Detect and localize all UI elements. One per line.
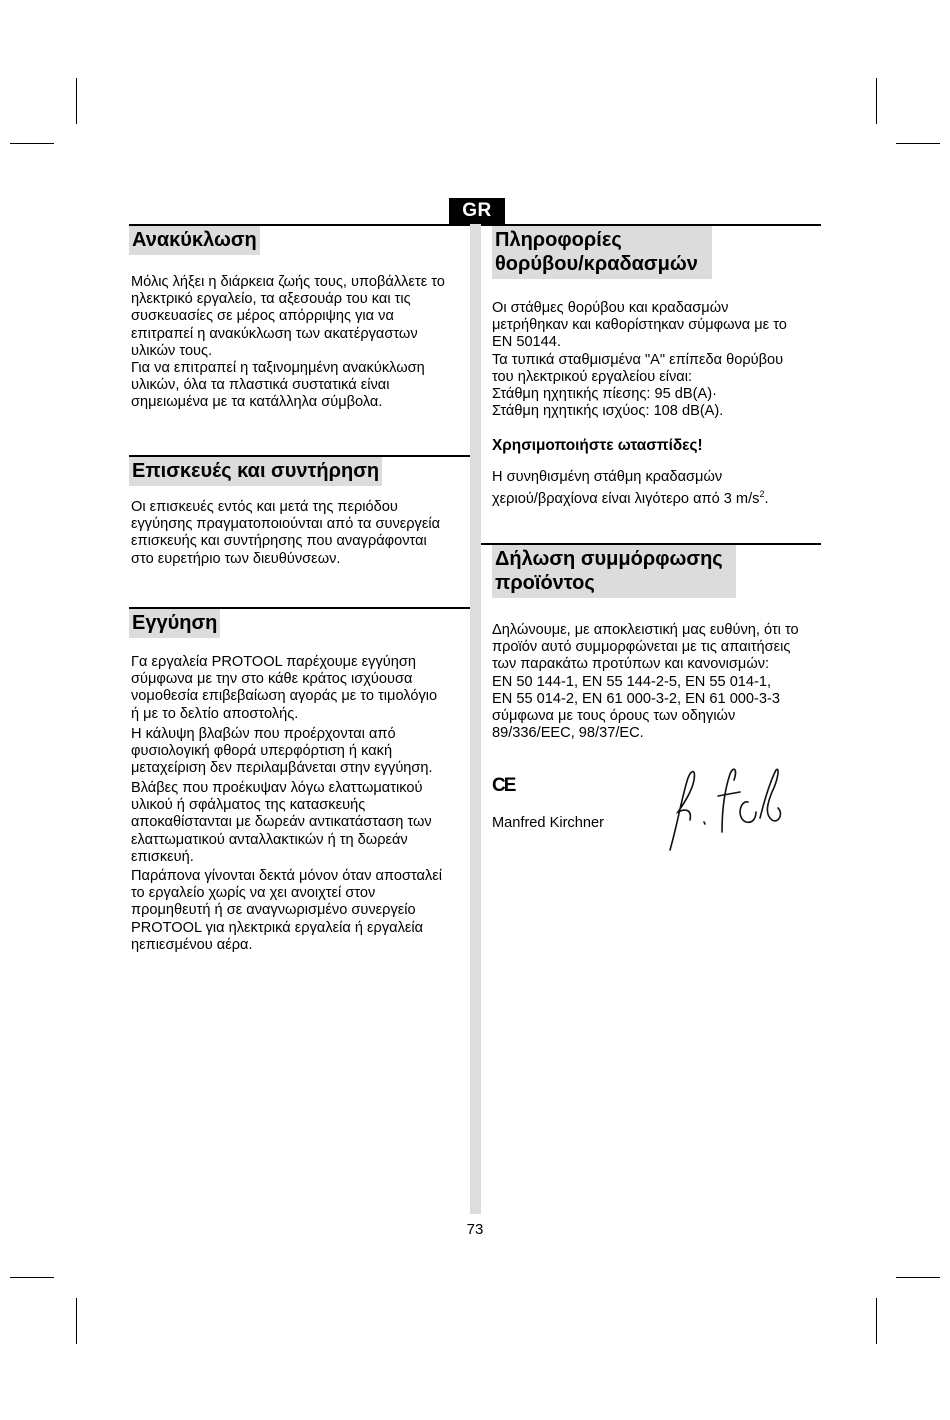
vibration-text bbox=[492, 469, 822, 508]
crop-mark bbox=[76, 78, 77, 124]
crop-mark bbox=[10, 143, 54, 144]
conformity-text: Δηλώνουμε, με αποκλειστική μας ευθύνη, ότι το προϊόν αυτό συμμορφώνεται με τις απαιτήσεις των παρακάτω προτύπων και κανονισμών: EN 50 144-1, EN 55 144-2-5, EN 55 014-1, EN 55 014-2, EN 61 000-3-2, EN 61 000-3-3 σύμφωνα με τους όρους των οδηγιών 89/336/EEC, 98/37/EC. bbox=[492, 622, 799, 742]
ear-protection-warning: Χρησιμοποιήστε ωτασπίδες! bbox=[492, 437, 703, 454]
repairs-heading: Επισκευές και συντήρηση bbox=[129, 457, 382, 486]
repairs-text: Οι επισκευές εντός και μετά της περιόδου εγγύησης πραγματοποιούνται από τα συνεργεία επισκευής και συντήρησης που αναγράφονται στο ευρετήριο των διευθύνσεων. bbox=[131, 499, 441, 567]
conformity-heading-line-1: Δήλωση συμμόρφωσης bbox=[495, 548, 723, 570]
noise-heading bbox=[492, 226, 712, 279]
vibration-line-2-text: χεριού/βραχίονα είναι λιγότερο από 3 m/s bbox=[492, 491, 760, 508]
recycling-text: Μόλις λήξει η διάρκεια ζωής τους, υποβάλλετε το ηλεκτρικό εργαλείο, τα αξεσουάρ του και τις συσκευασίες σε μέρος απόρριψης για να επιτραπεί η ανακύκλωση των ακατέργαστων υλικών τους. Για να επιτραπεί η ταξινομημένη ανακύκλωση υλικών, όλα τα πλαστικά συστατικά είναι σημειωμένα με τα κατάλληλα σύμβολα. bbox=[131, 274, 445, 411]
crop-mark bbox=[76, 1298, 77, 1344]
warranty-paragraph-3: Βλάβες που προέκυψαν λόγω ελαττωματικού υλικού ή σφάλματος της κατασκευής αποκαθίστανται με δωρεάν αντικατάσταση των ελαττωματικού ανταλλακτικών ή τη δωρεάν επισκευή. bbox=[131, 780, 432, 865]
warranty-paragraph-2: Η κάλυψη βλαβών που προέρχονται από φυσιολογική φθορά υπερφόρτιση ή κακή μεταχείριση δεν περιλαμβάνεται στην εγγύηση. bbox=[131, 726, 433, 777]
noise-heading-line-2: θορύβου/κραδασμών bbox=[495, 253, 698, 275]
signature-stroke bbox=[670, 772, 705, 851]
page-number: 73 bbox=[466, 1221, 484, 1238]
warranty-paragraph-1: Γα εργαλεία PROTOOL παρέχουμε εγγύηση σύμφωνα με την στο κάθε κράτος ισχύουσα νομοθεσία επιβεβαίωση αγοράς με το τιμολόγιο ή με το δελτίο αποστολής. bbox=[131, 654, 438, 722]
vibration-unit-exponent: 2 bbox=[759, 489, 765, 500]
signature-stroke bbox=[718, 769, 780, 832]
crop-mark bbox=[876, 78, 877, 124]
vibration-line-2 bbox=[492, 486, 822, 508]
language-badge: GR bbox=[449, 198, 505, 224]
conformity-heading bbox=[492, 545, 736, 598]
column-divider bbox=[470, 224, 481, 1214]
ce-mark: CE bbox=[492, 775, 515, 796]
warranty-paragraph-4: Παράπονα γίνονται δεκτά μόνον όταν αποσταλεί το εργαλείο χωρίς να χει ανοιχτεί στον προμηθευτή ή σε αναγνωρισμένο συνεργείο PROTOOL για ηλεκτρικά εργαλεία ή εργαλεία ηεπιεσμένου αέρα. bbox=[131, 868, 443, 953]
crop-mark bbox=[10, 1277, 54, 1278]
noise-heading-line-1: Πληροφορίες bbox=[495, 229, 622, 251]
crop-mark bbox=[876, 1298, 877, 1344]
recycling-heading: Ανακύκλωση bbox=[129, 226, 260, 255]
signer-name: Manfred Kirchner bbox=[492, 815, 604, 831]
vibration-line-2-end: . bbox=[764, 491, 769, 508]
noise-text: Οι στάθμες θορύβου και κραδασμών μετρήθηκαν και καθορίστηκαν σύμφωνα με το EN 50144. Τα τυπικά σταθμισμένα "A" επίπεδα θορύβου του ηλεκτρικού εργαλείου είναι: Στάθμη ηχητικής πίεσης: 95 dB(A)· Στάθμη ηχητικής ισχύος: 108 dB(A). bbox=[492, 300, 787, 420]
signature-image bbox=[660, 762, 790, 854]
crop-mark bbox=[896, 143, 940, 144]
conformity-heading-line-2: προϊόντος bbox=[495, 572, 595, 594]
vibration-line-1: Η συνηθισμένη στάθμη κραδασμών bbox=[492, 469, 723, 485]
crop-mark bbox=[896, 1277, 940, 1278]
warranty-heading: Εγγύηση bbox=[129, 609, 220, 638]
